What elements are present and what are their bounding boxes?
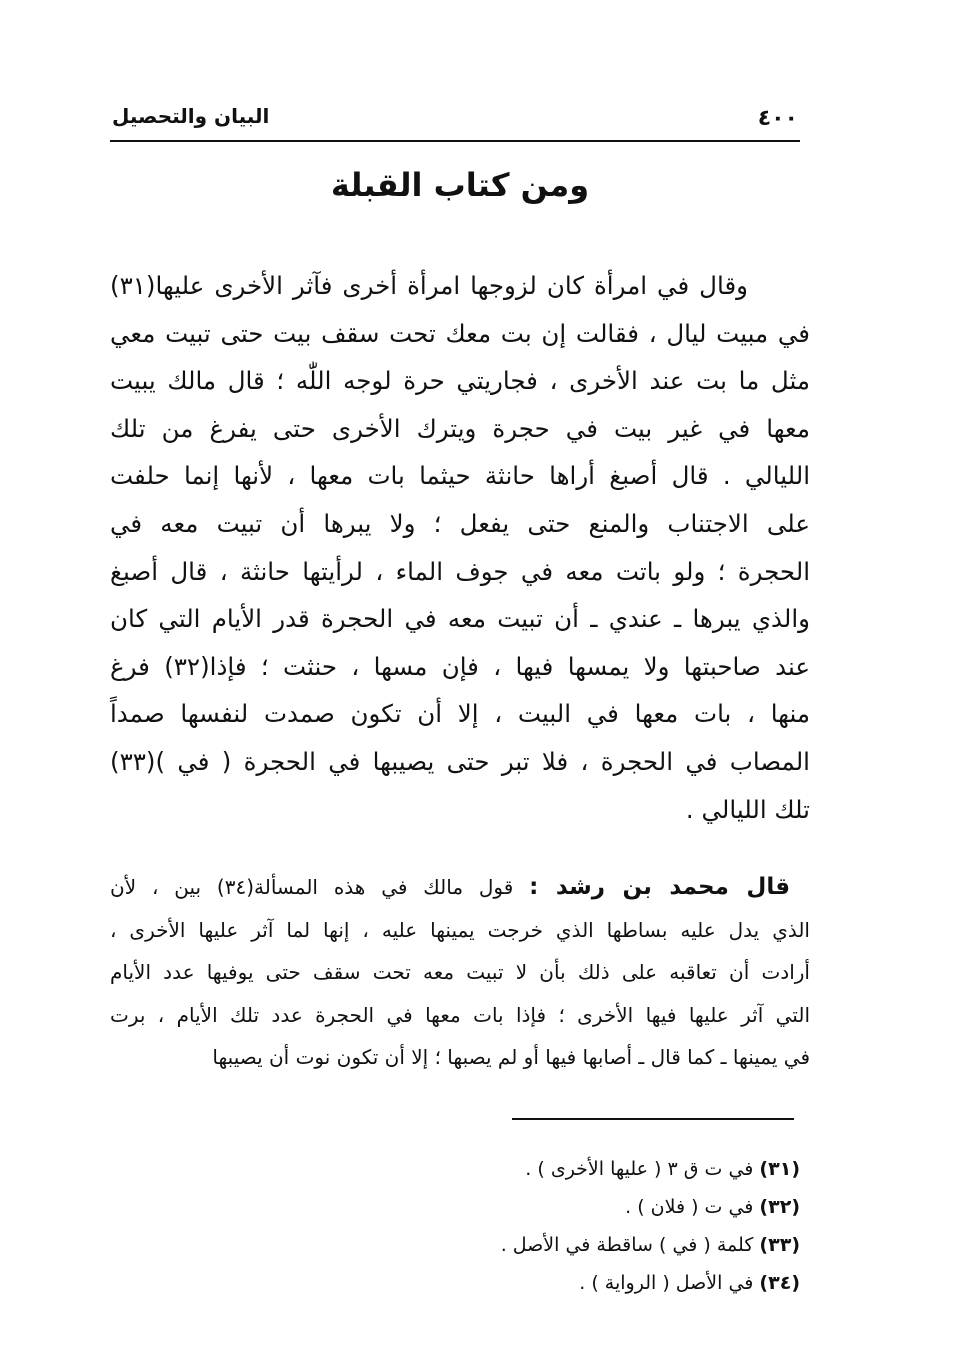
commentary-line: أرادت أن تعاقبه على ذلك بأن لا تبيت معه تحت سقف حتى يوفيها عدد الأيام	[110, 960, 810, 985]
footnote-number: (٣١)	[759, 1158, 800, 1180]
footnote	[420, 1226, 800, 1264]
footnote-text: في ت ق ٣ ( عليها الأخرى ) .	[525, 1158, 754, 1180]
commentary-line: التي آثر عليها فيها الأخرى ؛ فإذا بات معها في الحجرة عدد تلك الأيام ، برت	[110, 1002, 810, 1027]
footnote	[420, 1188, 800, 1226]
text-line: والذي يبرها ـ عندي ـ أن تبيت معه في الحجرة قدر الأيام التي كان	[110, 604, 810, 634]
text-line: منها ، بات معها في البيت ، إلا أن تكون صمدت لنفسها صمداً	[110, 699, 810, 729]
footnote-text: في الأصل ( الرواية ) .	[579, 1272, 754, 1294]
text-line: مثل ما بت عند الأخرى ، فجاريتي حرة لوجه اللّٰه ؛ قال مالك يبيت	[110, 366, 810, 396]
footnote	[420, 1150, 800, 1188]
text-line: الحجرة ؛ ولو باتت معه في جوف الماء ، لرأيتها حانثة ، قال أصبغ	[110, 556, 810, 586]
footnote-divider	[512, 1118, 794, 1120]
commentary-line: الذي يدل عليه بساطها الذي خرجت يمينها عليه ، إنها لما آثر عليها الأخرى ،	[110, 917, 810, 942]
text-line: الليالي . قال أصبغ أراها حانثة حيثما بات معها ، لأنها إنما حلفت	[110, 461, 810, 491]
footnote-number: (٣٤)	[759, 1272, 800, 1294]
text-line: المصاب في الحجرة ، فلا تبر حتى يصيبها في الحجرة ( في )(٣٣)	[110, 746, 810, 776]
footnotes	[420, 1150, 800, 1302]
text-line: وقال في امرأة كان لزوجها امرأة أخرى فآثر الأخرى عليها(٣١)	[110, 271, 748, 300]
running-header	[110, 98, 800, 142]
page-number: ٤٠٠	[757, 106, 798, 131]
commentary-text	[110, 866, 810, 1079]
main-text	[110, 262, 810, 833]
chapter-title: ومن كتاب القبلة	[330, 166, 590, 204]
text-line: تلك الليالي .	[685, 794, 810, 824]
footnote-text: في ت ( فلان ) .	[625, 1196, 754, 1218]
commentary-line: في يمينها ـ كما قال ـ أصابها فيها أو لم يصبها ؛ إلا أن تكون نوت أن يصيبها	[212, 1045, 810, 1070]
commentary-speaker: قال محمد بن رشد :	[529, 874, 791, 900]
book-title: البيان والتحصيل	[112, 104, 270, 128]
footnote	[420, 1264, 800, 1302]
text-line: عند صاحبتها ولا يمسها فيها ، فإن مسها ، حنثت ؛ فإذا(٣٢) فرغ	[110, 651, 810, 681]
commentary-line-text: قول مالك في هذه المسألة(٣٤) بين ، لأن	[110, 875, 514, 899]
footnote-number: (٣٢)	[759, 1196, 800, 1218]
footnote-text: كلمة ( في ) ساقطة في الأصل .	[500, 1234, 754, 1256]
commentary-line	[110, 866, 810, 909]
footnote-number: (٣٣)	[759, 1234, 800, 1256]
text-line: في مبيت ليال ، فقالت إن بت معك تحت سقف بيت حتى تبيت معي	[110, 318, 810, 348]
text-line: على الاجتناب والمنع حتى يفعل ؛ ولا يبرها أن تبيت معه في	[110, 508, 810, 538]
text-line: معها في غير بيت في حجرة ويترك الأخرى حتى يفرغ من تلك	[110, 413, 810, 443]
